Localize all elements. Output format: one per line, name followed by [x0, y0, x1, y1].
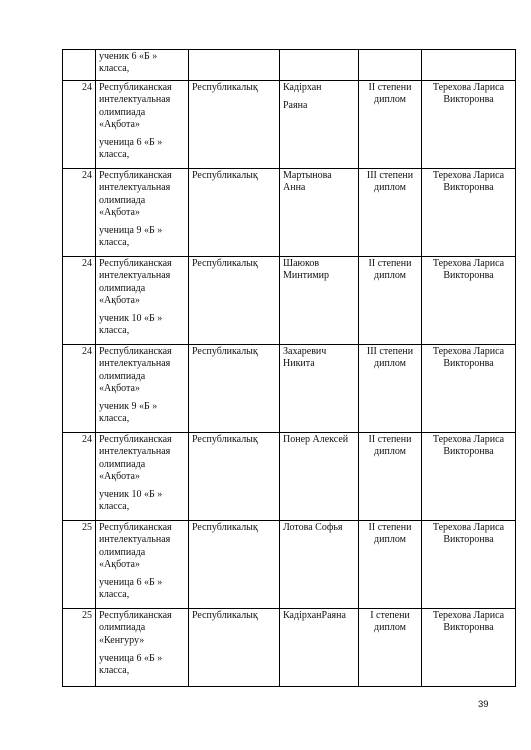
teacher-cell: [422, 50, 516, 81]
event-cell: [96, 50, 189, 81]
student-class: ученица 6 «Б » класса,: [99, 577, 163, 601]
teacher-name: Терехова Лариса Викторонва: [432, 610, 505, 634]
table-row: [63, 50, 516, 81]
result: I степени диплом: [370, 610, 410, 634]
student-cell: [280, 257, 359, 345]
table-row: [63, 169, 516, 257]
teacher-cell: [422, 345, 516, 433]
event-name: Республиканская интелектуальная олимпиада «Ақбота»: [99, 82, 172, 130]
result: III степени диплом: [366, 346, 414, 370]
student-name-extra: Раяна: [283, 100, 308, 112]
student-class: ученик 10 «Б » класса,: [99, 313, 163, 337]
event-cell: [96, 81, 189, 169]
row-number: 24: [82, 258, 92, 269]
teacher-name: Терехова Лариса Викторонва: [432, 170, 505, 194]
student-name: Лотова Софья: [283, 522, 343, 533]
student-cell: [280, 50, 359, 81]
teacher-cell: [422, 81, 516, 169]
teacher-name: Терехова Лариса Викторонва: [432, 434, 505, 458]
level-cell: [189, 609, 280, 687]
student-cell: [280, 433, 359, 521]
event-cell: [96, 609, 189, 687]
result-cell: [359, 433, 422, 521]
event-cell: [96, 345, 189, 433]
student-class: ученица 6 «Б » класса,: [99, 652, 163, 677]
row-number: 24: [82, 346, 92, 357]
result-cell: [359, 169, 422, 257]
results-table: [62, 49, 516, 687]
result: II степени диплом: [368, 82, 412, 106]
table-row: [63, 345, 516, 433]
student-cell: [280, 345, 359, 433]
event-cell: [96, 433, 189, 521]
row-number-cell: [63, 433, 96, 521]
result-cell: [359, 257, 422, 345]
row-number: 24: [82, 82, 92, 93]
level-cell: [189, 257, 280, 345]
result: II степени диплом: [368, 434, 412, 458]
table-row: [63, 433, 516, 521]
teacher-cell: [422, 257, 516, 345]
event-level: Республикалық: [192, 346, 258, 357]
student-name: Понер Алексей: [283, 434, 349, 445]
row-number: 25: [82, 522, 92, 533]
student-class: ученица 6 «Б » класса,: [99, 137, 163, 161]
teacher-name: Терехова Лариса Викторонва: [432, 346, 505, 370]
table-row: [63, 609, 516, 687]
event-name: Республиканская интелектуальная олимпиада «Ақбота»: [99, 258, 172, 306]
student-class: ученик 9 «Б » класса,: [99, 401, 158, 425]
student-cell: [280, 609, 359, 687]
table-row: [63, 81, 516, 169]
result-cell: [359, 345, 422, 433]
row-number-cell: [63, 609, 96, 687]
teacher-name: Терехова Лариса Викторонва: [432, 258, 505, 282]
student-class: ученица 9 «Б » класса,: [99, 225, 163, 249]
result-cell: [359, 50, 422, 81]
event-cell: [96, 257, 189, 345]
level-cell: [189, 345, 280, 433]
row-number: 24: [82, 434, 92, 445]
result-cell: [359, 521, 422, 609]
results-table-body: [63, 50, 516, 687]
teacher-name: Терехова Лариса Викторонва: [432, 82, 505, 106]
event-name: Республиканская интелектуальная олимпиада «Ақбота»: [99, 434, 172, 482]
event-level: Республикалық: [192, 82, 258, 93]
level-cell: [189, 521, 280, 609]
table-row: [63, 521, 516, 609]
level-cell: [189, 433, 280, 521]
student-class: ученик 6 «Б » класса,: [99, 51, 158, 75]
student-name: Мартынова Анна: [283, 170, 332, 194]
result: III степени диплом: [366, 170, 414, 194]
event-level: Республикалық: [192, 258, 258, 269]
teacher-cell: [422, 433, 516, 521]
result: II степени диплом: [368, 522, 412, 546]
result-cell: [359, 81, 422, 169]
student-name: Кадірхан: [283, 82, 322, 93]
row-number: 25: [82, 610, 92, 621]
student-name: КадірханРаяна: [283, 610, 346, 621]
teacher-cell: [422, 521, 516, 609]
row-number-cell: [63, 81, 96, 169]
level-cell: [189, 169, 280, 257]
student-cell: [280, 81, 359, 169]
student-cell: [280, 169, 359, 257]
row-number-cell: [63, 257, 96, 345]
student-cell: [280, 521, 359, 609]
event-cell: [96, 169, 189, 257]
result: II степени диплом: [368, 258, 412, 282]
event-name: Республиканская интелектуальная олимпиада «Ақбота»: [99, 522, 172, 570]
event-cell: [96, 521, 189, 609]
row-number-cell: [63, 345, 96, 433]
event-level: Республикалық: [192, 610, 258, 621]
row-number-cell: [63, 169, 96, 257]
row-number-cell: [63, 521, 96, 609]
student-name: Шаюков Минтимир: [283, 258, 329, 282]
page-number: 39: [478, 699, 489, 710]
event-name: Республиканская интелектуальная олимпиада «Ақбота»: [99, 170, 172, 218]
row-number-cell: [63, 50, 96, 81]
level-cell: [189, 50, 280, 81]
teacher-name: Терехова Лариса Викторонва: [432, 522, 505, 546]
event-level: Республикалық: [192, 170, 258, 181]
result-cell: [359, 609, 422, 687]
student-name: Захаревич Никита: [283, 346, 327, 370]
event-name: Республиканская интелектуальная олимпиада «Ақбота»: [99, 346, 172, 394]
event-level: Республикалық: [192, 434, 258, 445]
teacher-cell: [422, 169, 516, 257]
table-row: [63, 257, 516, 345]
student-class: ученик 10 «Б » класса,: [99, 489, 163, 513]
event-level: Республикалық: [192, 522, 258, 533]
event-name: Республиканская олимпиада «Кенгуру»: [99, 610, 172, 646]
row-number: 24: [82, 170, 92, 181]
level-cell: [189, 81, 280, 169]
teacher-cell: [422, 609, 516, 687]
